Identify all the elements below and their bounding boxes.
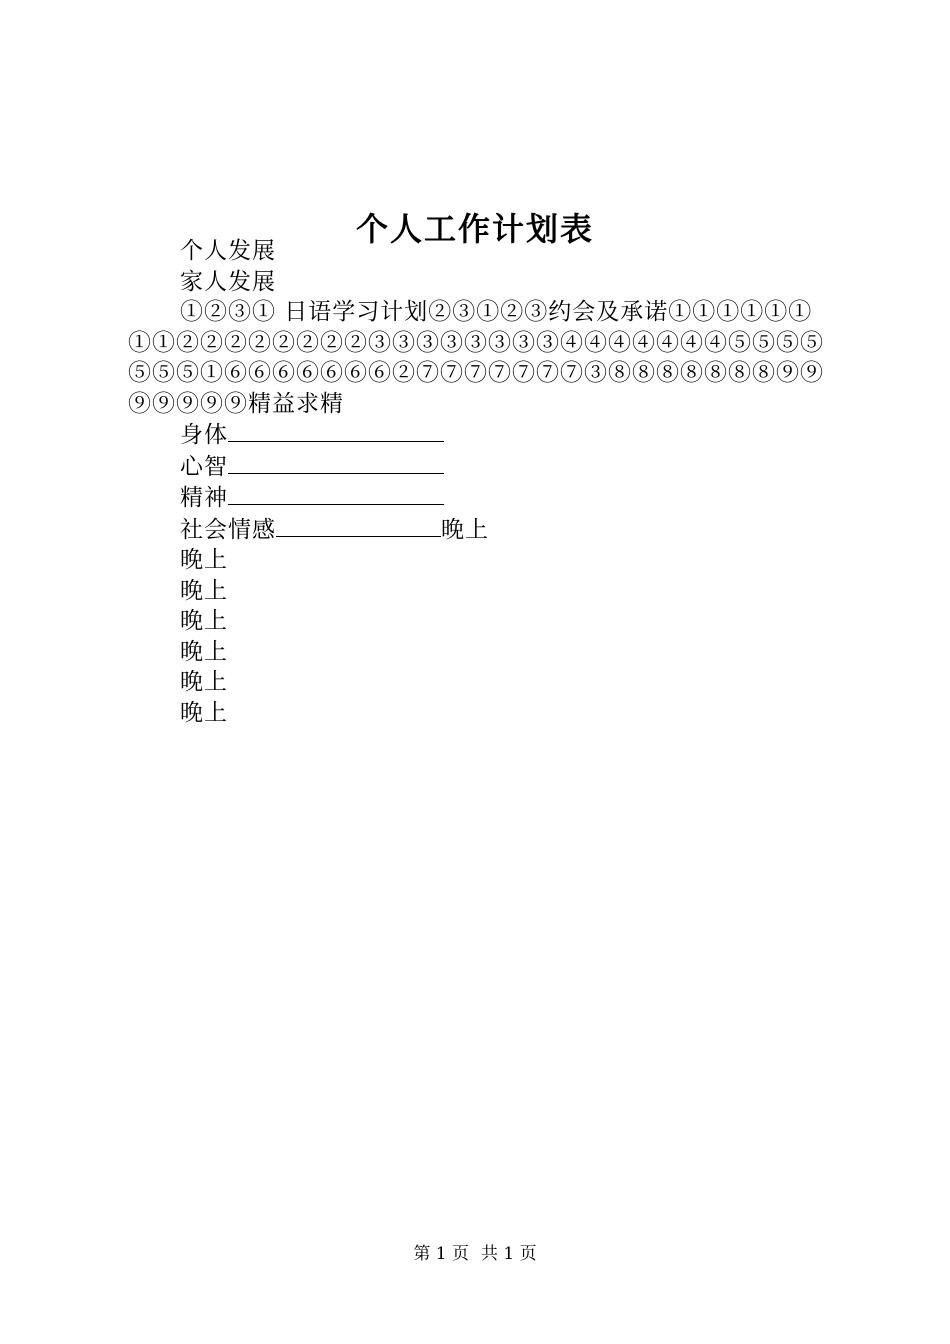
line-evening: 晚上: [180, 608, 228, 634]
social-label: 社会情感: [180, 516, 276, 543]
line-evening: 晚上: [180, 577, 228, 604]
page-footer: [0, 1242, 950, 1266]
body-blank-line: [228, 419, 444, 442]
line-evening: 晚上: [180, 547, 228, 573]
line-family-development: 家人发展: [180, 268, 276, 295]
page-number-total: 共 1 页: [481, 1244, 537, 1264]
line-personal-development: 个人发展: [180, 238, 276, 264]
line-evening: 晚上: [180, 638, 228, 665]
line-social-emotion: [128, 514, 830, 546]
mind-blank-line: [228, 451, 444, 474]
social-blank-line: [276, 514, 441, 537]
spirit-blank-line: [228, 482, 444, 505]
line-mind: [128, 451, 830, 483]
line-evening: 晚上: [180, 699, 228, 726]
mind-label: 心智: [180, 453, 228, 480]
body-label: 身体: [180, 422, 228, 448]
line-body: [128, 419, 830, 451]
line-spirit: [128, 482, 830, 514]
page-number-current: 第 1 页: [413, 1244, 469, 1264]
document-body: [128, 236, 830, 728]
social-suffix: 晚上: [441, 516, 489, 543]
page-title: 个人工作计划表: [355, 210, 594, 249]
plan-paragraph: ①②③① 日语学习计划②③①②③约会及承诺①①①①①①①①②②②②②②②②③③③③③③③③④④④④④④④⑤⑤⑤⑤⑤⑤⑤①⑥⑥⑥⑥⑥⑥⑥②⑦⑦⑦⑦⑦⑦⑦③⑧⑧⑧⑧⑧⑧⑧⑨⑨⑨⑨⑨⑨⑨精益求精: [128, 299, 824, 417]
spirit-label: 精神: [180, 485, 228, 511]
line-evening: 晚上: [180, 669, 228, 695]
